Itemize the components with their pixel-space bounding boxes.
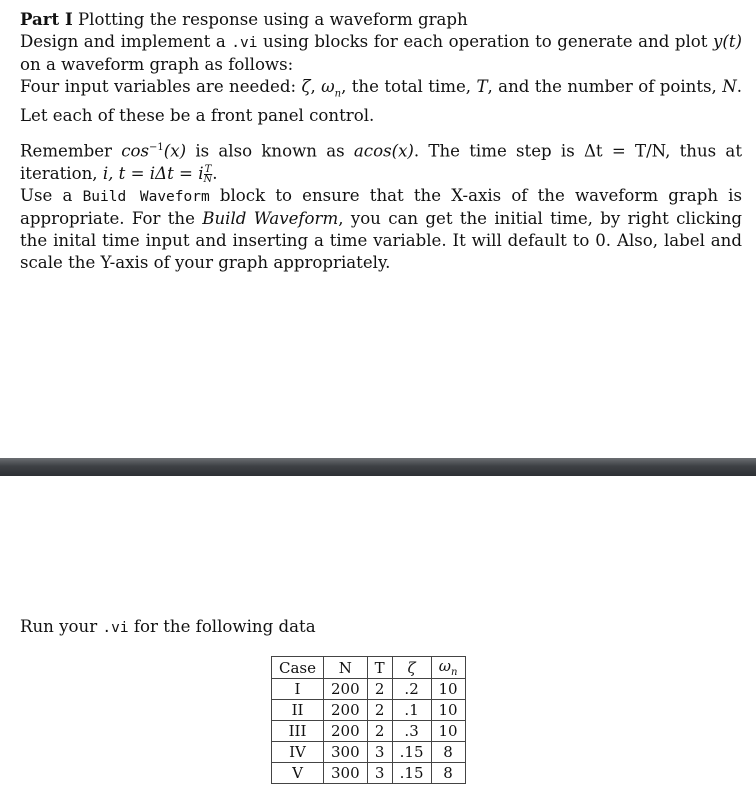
cell-zeta: .2 (392, 679, 431, 700)
table-row (272, 679, 466, 700)
iteration-formula: i, t = iΔt = i (102, 163, 204, 183)
inputs-text: , and the number of points, (487, 77, 723, 96)
part-label: Part I (20, 9, 73, 29)
cell-case: IV (272, 742, 324, 763)
inputs-text: , (310, 77, 322, 96)
remember-text: Remember (20, 141, 122, 161)
cell-case: V (272, 763, 324, 784)
cell-zeta: .3 (392, 721, 431, 742)
table-header-row (272, 657, 466, 679)
t-over-n-fraction (204, 165, 213, 184)
fraction-denominator: N (203, 173, 213, 185)
table-row (272, 742, 466, 763)
table-row (272, 721, 466, 742)
table-row (272, 700, 466, 721)
build-waveform-code: Build Waveform (82, 188, 210, 205)
cell-case: I (272, 679, 324, 700)
cell-n: 300 (324, 763, 368, 784)
remember-text: . The time step is Δt = T/N, thus at iteration, (20, 141, 742, 183)
omega-subscript: n (450, 667, 458, 678)
cell-n: 200 (324, 721, 368, 742)
cell-omega: 10 (431, 721, 465, 742)
omega-symbol: ω (321, 77, 335, 96)
inputs-text: , the total time, (341, 77, 477, 96)
run-instruction (20, 616, 316, 639)
intro-paragraph (20, 31, 742, 76)
cell-n: 300 (324, 742, 368, 763)
cell-zeta: .15 (392, 763, 431, 784)
remember-text: . (212, 163, 218, 183)
cell-zeta: .1 (392, 700, 431, 721)
header-zeta: ζ (392, 657, 431, 679)
cell-omega: 8 (431, 742, 465, 763)
y-of-t: y(t) (713, 32, 743, 51)
waveform-text: Use a (20, 185, 83, 205)
cell-n: 200 (324, 679, 368, 700)
vi-code: .vi (231, 35, 258, 51)
table-row (272, 763, 466, 784)
acos-term: acos (353, 141, 392, 161)
inverse-exponent: −1 (149, 142, 164, 154)
data-table (271, 656, 466, 784)
waveform-text: block to ensure that the X-axis of the waveform graph is appropriate. For the (20, 185, 743, 228)
header-t: T (367, 657, 392, 679)
omega-symbol: ω (438, 657, 451, 675)
intro-text: on a waveform graph as follows: (20, 55, 294, 74)
vi-code: .vi (102, 620, 129, 636)
remember-math: (x) (163, 141, 187, 161)
build-waveform-italic: Build Waveform (202, 208, 339, 228)
cell-n: 200 (324, 700, 368, 721)
remember-paragraph (20, 137, 742, 185)
intro-text: Design and implement a (20, 32, 232, 51)
inputs-paragraph (20, 76, 742, 127)
waveform-paragraph (20, 185, 742, 274)
total-time-symbol: T (476, 77, 488, 96)
header-case: Case (272, 657, 324, 679)
cell-t: 3 (367, 742, 392, 763)
omega-subscript: n (334, 88, 342, 100)
cell-omega: 10 (431, 700, 465, 721)
points-symbol: N (722, 77, 737, 96)
document-body (20, 8, 742, 274)
run-text: Run your (20, 617, 103, 636)
remember-text: is also known as (186, 141, 354, 161)
cell-omega: 8 (431, 763, 465, 784)
cell-t: 2 (367, 679, 392, 700)
part-title: Plotting the response using a waveform graph (78, 10, 468, 29)
cell-zeta: .15 (392, 742, 431, 763)
header-omega (431, 657, 465, 679)
cell-omega: 10 (431, 679, 465, 700)
cell-case: II (272, 700, 324, 721)
waveform-text: , you can get the initial time, by right clicking the inital time input and inserting a time variable. It will default to 0. Also, label and scale the Y-axis of your graph appropriately. (20, 208, 742, 272)
header-n: N (324, 657, 368, 679)
cell-case: III (272, 721, 324, 742)
cell-t: 2 (367, 700, 392, 721)
fraction-numerator: T (204, 163, 212, 175)
table-body (272, 679, 466, 784)
zeta-symbol: ζ (301, 77, 311, 96)
run-text: for the following data (128, 617, 316, 636)
inputs-text: . Let each of these be a front panel control. (20, 77, 742, 126)
cos-term: cos (121, 141, 150, 161)
intro-text: using blocks for each operation to generate and plot (257, 32, 714, 51)
part-heading (20, 8, 742, 31)
cell-t: 3 (367, 763, 392, 784)
inputs-text: Four input variables are needed: (20, 77, 302, 96)
cell-t: 2 (367, 721, 392, 742)
page-divider-bar (0, 458, 756, 476)
remember-math: (x) (391, 141, 414, 161)
